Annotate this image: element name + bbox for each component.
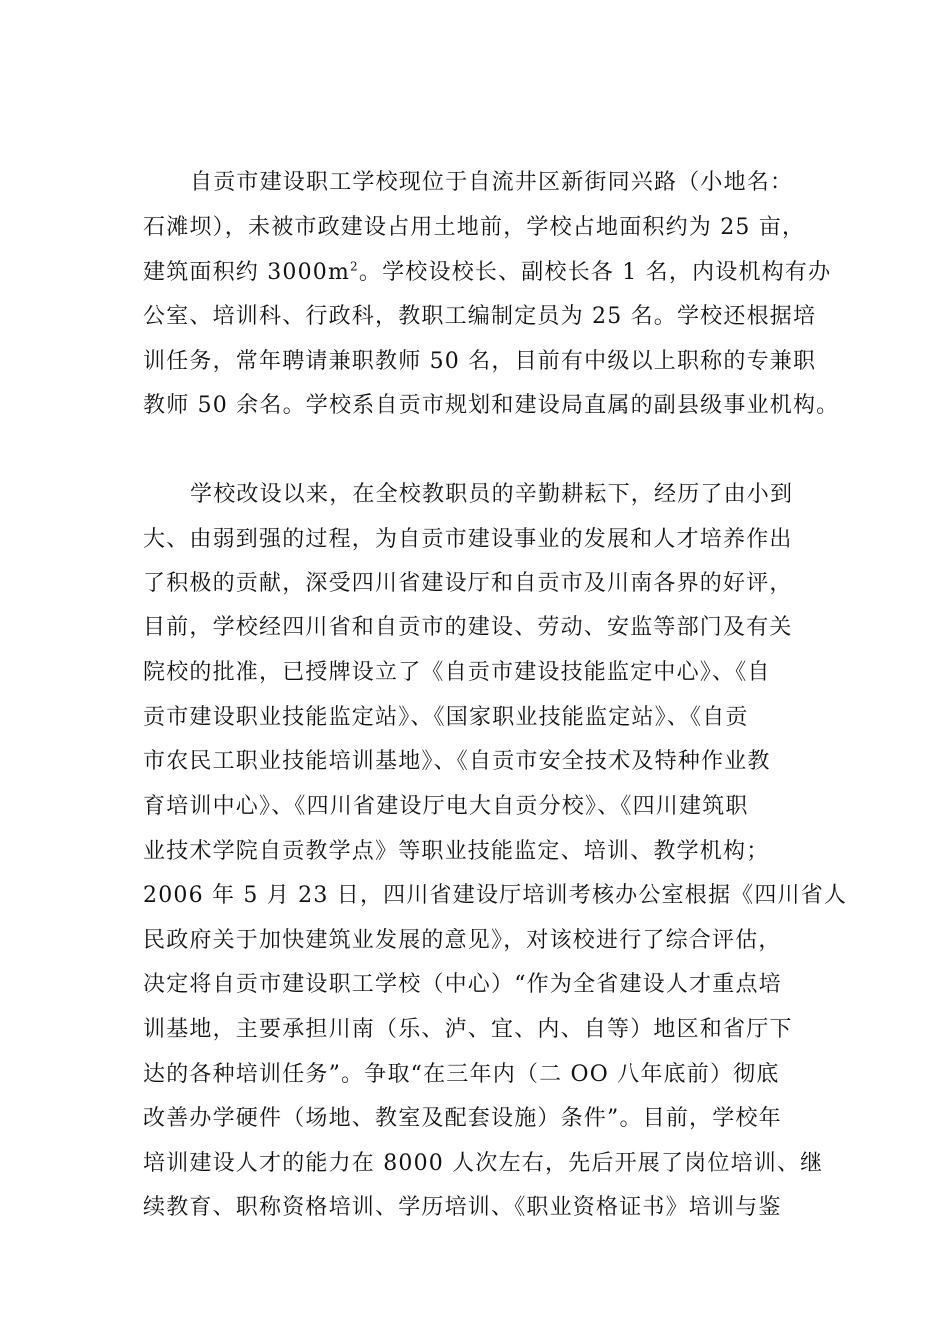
paragraph-2-line-8: 育培训中心》、《四川省建设厅电大自贡分校》、《四川建筑职	[143, 794, 749, 819]
paragraph-2-line-13: 训基地，主要承担川南（乐、泸、宜、内、自等）地区和省厅下	[143, 1017, 793, 1042]
paragraph-2-line-9: 业技术学院自贡教学点》等职业技能监定、培训、教学机构；	[143, 839, 770, 864]
paragraph-2-line-11: 民政府关于加快建筑业发展的意见》，对该校进行了综合评估，	[143, 928, 782, 953]
paragraph-2-line-10: 2006 年 5 月 23 日，四川省建设厅培训考核办公室根据《四川省人	[143, 883, 848, 908]
paragraph-2-line-14: 达的各种培训任务”。争取“在三年内（二 OO 八年底前）彻底	[143, 1062, 780, 1087]
paragraph-2-line-1: 学校改设以来，在全校教职员的辛勤耕耘下，经历了由小到	[190, 482, 794, 507]
paragraph-2-line-17: 续教育、职称资格培训、学历培训、《职业资格证书》培训与鉴	[143, 1195, 782, 1220]
paragraph-1-line-2: 石滩坝），未被市政建设占用土地前，学校占地面积约为 25 亩，	[143, 215, 806, 240]
paragraph-2-line-6: 贡市建设职业技能监定站》、《国家职业技能监定站》、《自贡	[143, 705, 749, 730]
paragraph-1-line-4: 公室、培训科、行政科，教职工编制定员为 25 名。学校还根据培	[143, 304, 817, 329]
area-text: 建筑面积约 3000m	[143, 260, 351, 285]
paragraph-1-line-5: 训任务，常年聘请兼职教师 50 名，目前有中级以上职称的专兼职	[143, 349, 817, 374]
paragraph-2-line-3: 了积极的贡献，深受四川省建设厅和自贡市及川南各界的好评，	[143, 571, 793, 596]
paragraph-2-line-4: 目前，学校经四川省和自贡市的建设、劳动、安监等部门及有关	[143, 615, 793, 640]
area-text-rest: 。学校设校长、副校长各 1 名，内设机构有办	[358, 260, 832, 285]
paragraph-2-line-12: 决定将自贡市建设职工学校（中心）“作为全省建设人才重点培	[143, 972, 782, 997]
paragraph-2-line-2: 大、由弱到强的过程，为自贡市建设事业的发展和人才培养作出	[143, 527, 793, 552]
paragraph-2-line-7: 市农民工职业技能培训基地》、《自贡市安全技术及特种作业教	[143, 749, 771, 774]
paragraph-1-line-6: 教师 50 余名。学校系自贡市规划和建设局直属的副县级事业机构。	[143, 393, 840, 418]
paragraph-1-line-3	[143, 258, 833, 288]
superscript-2: 2	[350, 259, 359, 274]
paragraph-2-line-15: 改善办学硬件（场地、教室及配套设施）条件”。目前，学校年	[143, 1106, 782, 1131]
paragraph-1-line-1: 自贡市建设职工学校现位于自流井区新街同兴路（小地名：	[190, 170, 794, 195]
paragraph-2-line-16: 培训建设人才的能力在 8000 人次左右，先后开展了岗位培训、继	[143, 1151, 824, 1176]
paragraph-2-line-5: 院校的批准，已授牌设立了《自贡市建设技能监定中心》、《自	[143, 660, 771, 685]
